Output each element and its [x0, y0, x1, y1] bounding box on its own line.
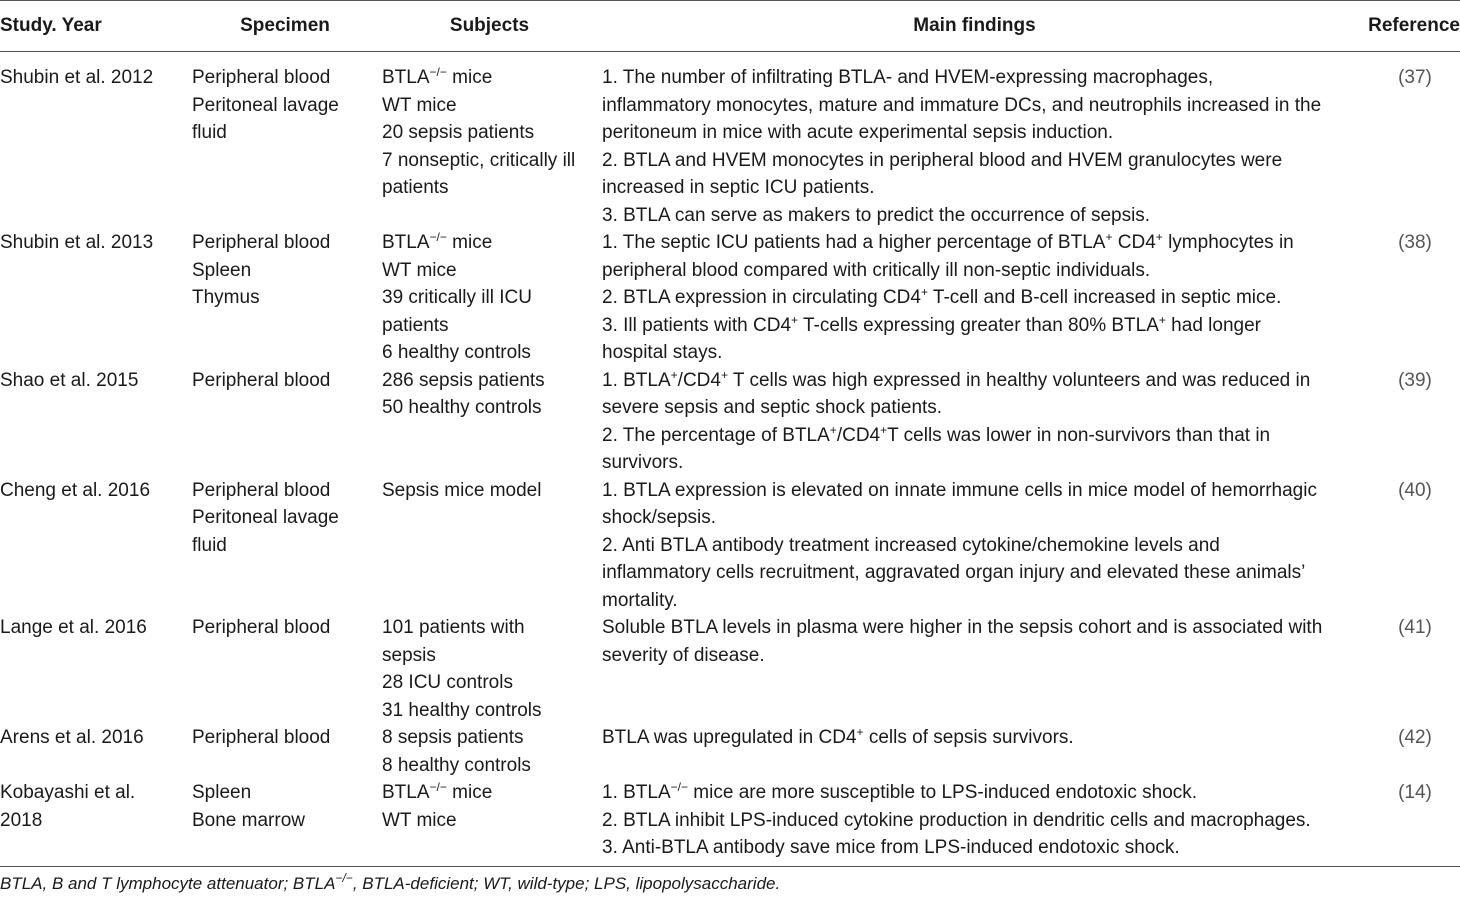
findings-cell-line: 2. Anti BTLA antibody treatment increased cytokine/chemokine levels and — [602, 534, 1220, 556]
header-reference: Reference — [1350, 1, 1460, 52]
findings-cell — [599, 52, 1350, 230]
table-footnote: BTLA, B and T lymphocyte attenuator; BTLA−/−, BTLA-deficient; WT, wild-type; LPS, lipopolysaccharide. — [0, 870, 781, 893]
findings-cell-line: increased in septic ICU patients. — [602, 177, 875, 198]
study-year-cell — [0, 724, 190, 779]
reference-cell — [1350, 724, 1460, 779]
findings-cell — [599, 367, 1350, 477]
findings-cell — [599, 229, 1350, 367]
specimen-cell-line: fluid — [192, 534, 227, 556]
subjects-cell-line: 20 sepsis patients — [382, 122, 535, 143]
findings-cell-line: Soluble BTLA levels in plasma were higher in the sepsis cohort and is associated with — [602, 617, 1323, 638]
findings-cell-line: inflammatory cells recruitment, aggravated organ injury and elevated these animals’ — [602, 562, 1306, 583]
findings-cell-line: 2. The percentage of BTLA+/CD4+T cells was lower in non-survivors than that in — [602, 422, 1271, 446]
subjects-cell-line: 101 patients with — [382, 617, 525, 638]
specimen-cell — [190, 229, 380, 367]
findings-cell — [599, 477, 1350, 615]
subjects-cell-line: sepsis — [382, 644, 436, 666]
subjects-cell — [380, 229, 599, 367]
header-main-findings: Main findings — [599, 1, 1350, 52]
subjects-cell-line: 28 ICU controls — [382, 672, 513, 693]
findings-cell-line: 3. Ill patients with CD4+ T-cells expressing greater than 80% BTLA+ had longer — [602, 312, 1261, 336]
study-year-cell-line: Cheng et al. 2016 — [0, 479, 151, 501]
subjects-cell-line: 7 nonseptic, critically ill — [382, 149, 576, 171]
study-year-cell-line: Shao et al. 2015 — [0, 369, 139, 391]
reference-cell-line: (41) — [1398, 617, 1432, 638]
reference-cell-line: (14) — [1398, 782, 1432, 803]
specimen-cell — [190, 724, 380, 779]
specimen-cell-line: Spleen — [192, 259, 252, 281]
subjects-cell-line: 50 healthy controls — [382, 397, 542, 418]
table-row — [0, 614, 1460, 724]
reference-cell-line: (39) — [1398, 369, 1432, 391]
subjects-cell-line: WT mice — [382, 94, 457, 116]
findings-cell-line: 1. The septic ICU patients had a higher percentage of BTLA+ CD4+ lymphocytes in — [602, 230, 1294, 253]
study-year-cell — [0, 367, 190, 477]
findings-cell — [599, 779, 1350, 862]
subjects-cell-line: WT mice — [382, 809, 457, 831]
findings-cell-line: 1. BTLA−/− mice are more susceptible to LPS-induced endotoxic shock. — [602, 780, 1198, 803]
reference-cell-line: (37) — [1398, 67, 1432, 88]
specimen-cell-line: Spleen — [192, 782, 252, 803]
subjects-cell-line: 39 critically ill ICU — [382, 287, 532, 308]
specimen-cell — [190, 614, 380, 724]
specimen-cell — [190, 367, 380, 477]
subjects-cell-line: 8 sepsis patients — [382, 727, 524, 748]
findings-cell-line: 2. BTLA expression in circulating CD4+ T-cell and B-cell increased in septic mice. — [602, 285, 1282, 308]
study-year-cell-line: Shubin et al. 2013 — [0, 232, 154, 253]
study-year-cell — [0, 477, 190, 615]
findings-cell-line: 2. BTLA inhibit LPS-induced cytokine production in dendritic cells and macrophages. — [602, 809, 1311, 831]
header-study-year: Study. Year — [0, 1, 190, 52]
header-row — [0, 1, 1460, 52]
specimen-cell-line: fluid — [192, 122, 227, 143]
reference-cell — [1350, 52, 1460, 230]
table-row — [0, 229, 1460, 367]
subjects-cell — [380, 614, 599, 724]
specimen-cell-line: Peripheral blood — [192, 479, 331, 501]
subjects-cell — [380, 367, 599, 477]
findings-cell-line: 3. BTLA can serve as makers to predict the occurrence of sepsis. — [602, 204, 1151, 226]
reference-cell — [1350, 367, 1460, 477]
findings-cell-line: hospital stays. — [602, 342, 723, 363]
specimen-cell-line: Peripheral blood — [192, 67, 331, 88]
subjects-cell-line: Sepsis mice model — [382, 479, 542, 501]
subjects-cell-line: BTLA−/− mice — [382, 65, 493, 88]
reference-cell — [1350, 779, 1460, 862]
findings-cell-line: peritoneum in mice with acute experimental sepsis induction. — [602, 122, 1114, 143]
findings-cell-line: 3. Anti-BTLA antibody save mice from LPS-induced endotoxic shock. — [602, 837, 1180, 858]
study-year-cell-line: Kobayashi et al. — [0, 782, 136, 803]
subjects-cell-line: 286 sepsis patients — [382, 369, 545, 391]
table-row — [0, 367, 1460, 477]
findings-cell-line: severity of disease. — [602, 644, 765, 666]
table-row — [0, 724, 1460, 779]
study-year-cell-line: Shubin et al. 2012 — [0, 67, 154, 88]
specimen-cell-line: Thymus — [192, 287, 260, 308]
subjects-cell-line: WT mice — [382, 259, 457, 281]
specimen-cell — [190, 779, 380, 862]
findings-cell-line: inflammatory monocytes, mature and immature DCs, and neutrophils increased in the — [602, 94, 1322, 116]
reference-cell-line: (42) — [1398, 727, 1432, 748]
study-year-cell — [0, 229, 190, 367]
findings-cell-line: 2. BTLA and HVEM monocytes in peripheral blood and HVEM granulocytes were — [602, 149, 1283, 171]
study-year-cell — [0, 52, 190, 230]
table-row — [0, 52, 1460, 230]
findings-cell-line: 1. The number of infiltrating BTLA- and HVEM-expressing macrophages, — [602, 67, 1214, 88]
study-year-cell — [0, 614, 190, 724]
findings-cell-line: survivors. — [602, 452, 684, 473]
reference-cell — [1350, 229, 1460, 367]
study-year-cell-line: Lange et al. 2016 — [0, 617, 147, 638]
subjects-cell — [380, 477, 599, 615]
specimen-cell — [190, 52, 380, 230]
findings-cell-line: severe sepsis and septic shock patients. — [602, 397, 943, 418]
study-year-cell-line: Arens et al. 2016 — [0, 727, 144, 748]
table-row — [0, 779, 1460, 862]
table-body — [0, 52, 1460, 862]
specimen-cell-line: Bone marrow — [192, 809, 305, 831]
specimen-cell-line: Peripheral blood — [192, 369, 331, 391]
findings-cell-line: 1. BTLA expression is elevated on innate immune cells in mice model of hemorrhagic — [602, 479, 1317, 501]
subjects-cell — [380, 52, 599, 230]
specimen-cell — [190, 477, 380, 615]
findings-cell-line: BTLA was upregulated in CD4+ cells of sepsis survivors. — [602, 725, 1074, 748]
subjects-cell-line: 31 healthy controls — [382, 699, 542, 721]
header-subjects: Subjects — [380, 1, 599, 52]
specimen-cell-line: Peripheral blood — [192, 727, 331, 748]
findings-cell-line: peripheral blood compared with critically ill non-septic individuals. — [602, 259, 1151, 281]
subjects-cell-line: 8 healthy controls — [382, 754, 531, 776]
findings-cell-line: 1. BTLA+/CD4+ T cells was high expressed in healthy volunteers and was reduced in — [602, 367, 1311, 391]
subjects-cell-line: 6 healthy controls — [382, 342, 531, 363]
specimen-cell-line: Peritoneal lavage — [192, 94, 339, 116]
reference-cell — [1350, 614, 1460, 724]
subjects-cell-line: patients — [382, 314, 449, 336]
reference-cell-line: (40) — [1398, 479, 1432, 501]
findings-cell-line: mortality. — [602, 589, 678, 611]
reference-cell — [1350, 477, 1460, 615]
subjects-cell — [380, 779, 599, 862]
findings-cell — [599, 724, 1350, 779]
findings-cell — [599, 614, 1350, 724]
study-year-cell — [0, 779, 190, 862]
specimen-cell-line: Peripheral blood — [192, 617, 331, 638]
findings-cell-line: shock/sepsis. — [602, 507, 717, 528]
specimen-cell-line: Peripheral blood — [192, 232, 331, 253]
specimen-cell-line: Peritoneal lavage — [192, 507, 339, 528]
subjects-cell-line: BTLA−/− mice — [382, 230, 493, 253]
subjects-cell-line: BTLA−/− mice — [382, 780, 493, 803]
subjects-cell — [380, 724, 599, 779]
header-specimen: Specimen — [190, 1, 380, 52]
study-year-cell-line: 2018 — [0, 809, 43, 831]
reference-cell-line: (38) — [1398, 232, 1432, 253]
subjects-cell-line: patients — [382, 177, 449, 198]
table-row — [0, 477, 1460, 615]
